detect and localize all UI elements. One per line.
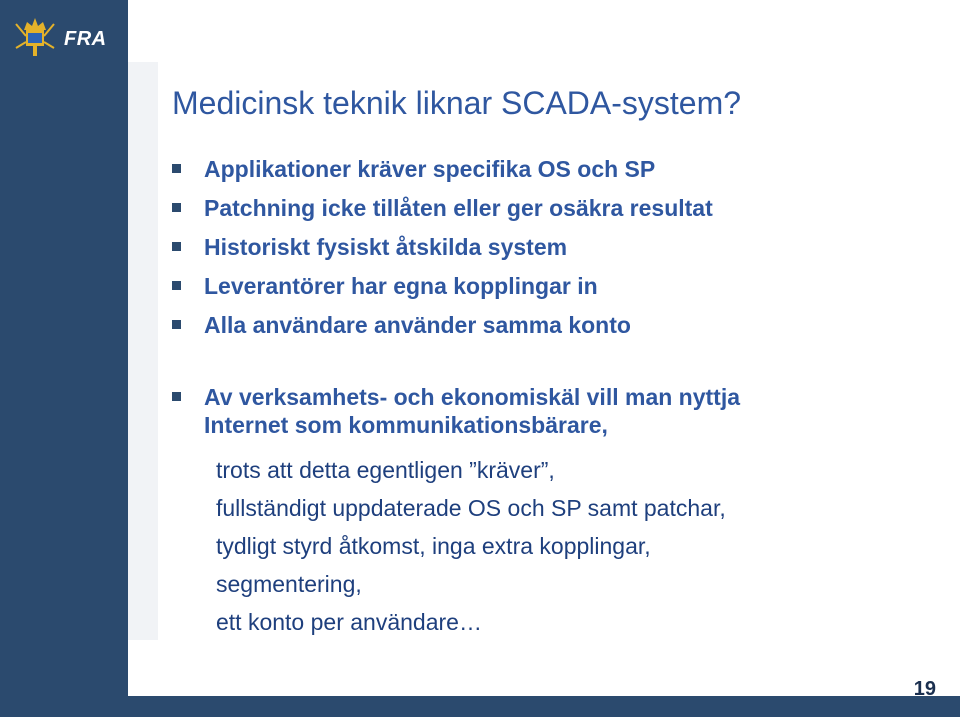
square-bullet-icon (172, 203, 181, 212)
page-number: 19 (913, 678, 936, 700)
bullet-text: Alla användare använder samma konto (204, 312, 631, 338)
logo-text: FRA (64, 28, 107, 50)
top-band (0, 0, 960, 62)
bottom-band-white (128, 640, 960, 696)
fra-logo (12, 12, 112, 58)
bullet-text: Applikationer kräver specifika OS och SP (204, 156, 656, 182)
bullet-item (172, 228, 932, 267)
square-bullet-icon (172, 281, 181, 290)
bullet-text: Historiskt fysiskt åtskilda system (204, 234, 568, 260)
subline-list (216, 451, 726, 641)
left-band-light (128, 0, 158, 717)
left-band-dark (0, 0, 128, 717)
bullet-text: Patchning icke tillåten eller ger osäkra resultat (204, 195, 713, 221)
bullet-list (172, 150, 932, 439)
subline-item: ett konto per användare… (216, 609, 482, 635)
bullet-item (172, 189, 932, 228)
square-bullet-icon (172, 392, 181, 401)
bottom-band (0, 640, 960, 717)
main-bullet-line2: Internet som kommunikationsbärare, (204, 412, 608, 438)
bullet-text: Leverantörer har egna kopplingar in (204, 273, 598, 299)
bullet-gap (172, 345, 932, 383)
bullet-item (172, 306, 932, 345)
main-bullet-line1: Av verksamhets- och ekonomiskäl vill man nyttja (204, 384, 741, 410)
bullet-item (172, 150, 932, 189)
bullet-item (172, 267, 932, 306)
crown-emblem-icon (12, 12, 58, 58)
subline-item: trots att detta egentligen ”kräver”, (216, 457, 555, 483)
main-bullet-item (172, 383, 932, 439)
square-bullet-icon (172, 320, 181, 329)
subline-item: fullständigt uppdaterade OS och SP samt patchar, (216, 495, 726, 521)
subline-item: tydligt styrd åtkomst, inga extra kopplingar, (216, 533, 651, 559)
slide-title: Medicinsk teknik liknar SCADA-system? (172, 85, 742, 121)
square-bullet-icon (172, 164, 181, 173)
square-bullet-icon (172, 242, 181, 251)
subline-item: segmentering, (216, 571, 362, 597)
